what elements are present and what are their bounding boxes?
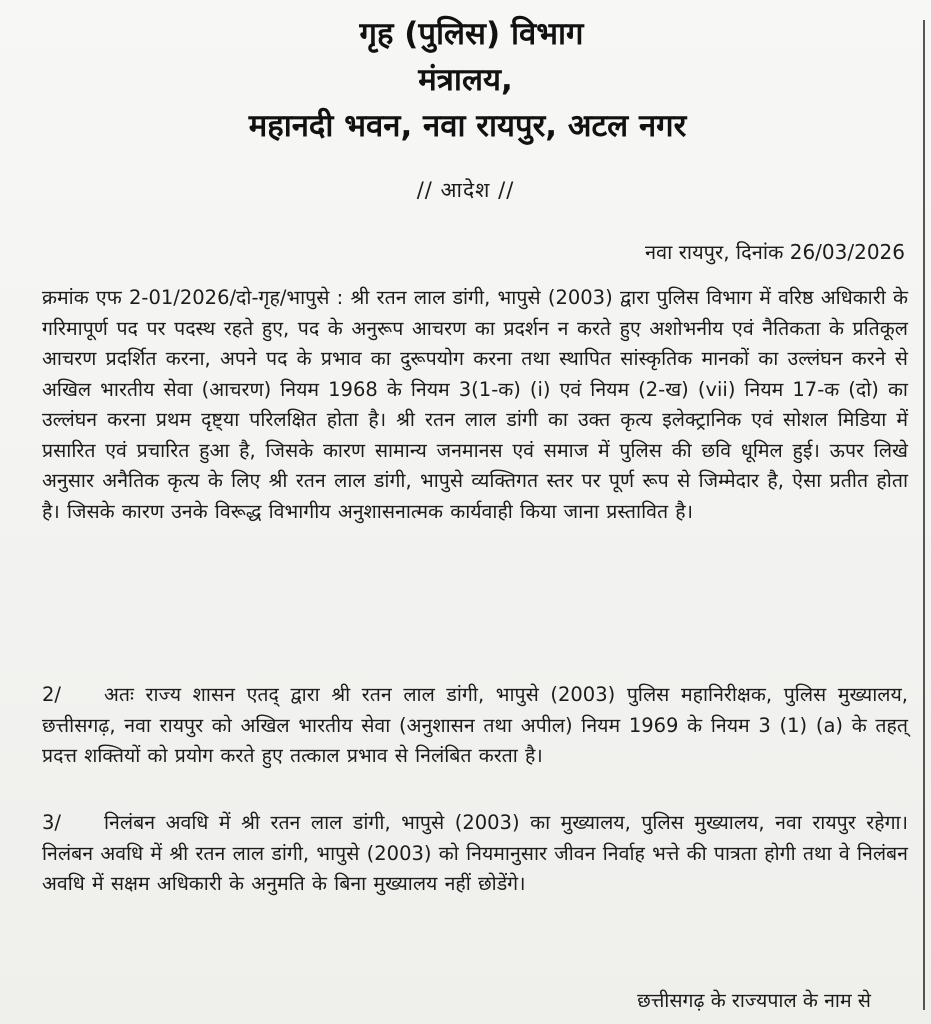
paragraph-1: क्रमांक एफ 2-01/2026/दो-गृह/भापुसे : श्री रतन लाल डांगी, भापुसे (2003) द्वारा पुलिस विभाग में वरिष्ठ अधिकारी के गरिमापूर्ण पद पर पदस्थ रहते हुए, पद के अनुरूप आचरण का प्रदर्शन न करते हुए अशोभनीय एवं नैतिकता के प्रतिकूल आचरण प्रदर्शित करना, अपने पद के प्रभाव का दुरूपयोग करना तथा स्थापित सांस्कृतिक मानकों का उल्लंघन करने से अखिल भारतीय सेवा (आचरण) नियम 1968 के नियम 3(1-क) (i) एवं नियम (2-ख) (vii) नियम 17-क (दो) का उल्लंघन करना प्रथम दृष्ट्या परिलक्षित होता है। श्री रतन लाल डांगी का उक्त कृत्य इलेक्ट्रानिक एवं सोशल मिडिया में प्रसारित एवं प्रचारित हुआ है, जिसके कारण सामान्य जनमानस एवं समाज में पुलिस की छवि धूमिल हुई। ऊपर लिखे अनुसार अनैतिक कृत्य के लिए श्री रतन लाल डांगी, भापुसे व्यक्तिगत स्तर पर पूर्ण रूप से जिम्मेदार है, ऐसा प्रतीत होता है। जिसके कारण उनके विरूद्ध विभागीय अनुशासनात्मक कार्यवाही किया जाना प्रस्तावित है। bbox=[42, 286, 908, 523]
paragraph-2 bbox=[42, 680, 908, 772]
date-line: नवा रायपुर, दिनांक 26/03/2026 bbox=[644, 240, 905, 264]
paragraph-2-number: 2/ bbox=[42, 683, 61, 706]
address-heading: महानदी भवन, नवा रायपुर, अटल नगर bbox=[248, 108, 687, 144]
ministry-heading: मंत्रालय, bbox=[418, 62, 513, 98]
department-heading: गृह (पुलिस) विभाग bbox=[359, 16, 584, 52]
page-edge-line bbox=[923, 20, 925, 1010]
signature-line: छत्तीसगढ़ के राज्यपाल के नाम से bbox=[637, 989, 871, 1012]
paragraph-2-text: अतः राज्य शासन एतद् द्वारा श्री रतन लाल डांगी, भापुसे (2003) पुलिस महानिरीक्षक, पुलिस मुख्यालय, छत्तीसगढ़, नवा रायपुर को अखिल भारतीय सेवा (अनुशासन तथा अपील) नियम 1969 के नियम 3 (1) (a) के तहत् प्रदत्त शक्तियों को प्रयोग करते हुए तत्काल प्रभाव से निलंबित करता है। bbox=[42, 683, 908, 767]
paragraph-3-number: 3/ bbox=[42, 811, 61, 834]
paragraph-3 bbox=[42, 808, 908, 900]
paragraph-3-text: निलंबन अवधि में श्री रतन लाल डांगी, भापुसे (2003) का मुख्यालय, पुलिस मुख्यालय, नवा रायपुर रहेगा। निलंबन अवधि में श्री रतन लाल डांगी, भापुसे (2003) को नियमानुसार जीवन निर्वाह भत्ते की पात्रता होगी तथा वे निलंबन अवधि में सक्षम अधिकारी के अनुमति के बिना मुख्यालय नहीं छोडेंगे। bbox=[42, 811, 908, 895]
order-title: // आदेश // bbox=[416, 178, 515, 202]
